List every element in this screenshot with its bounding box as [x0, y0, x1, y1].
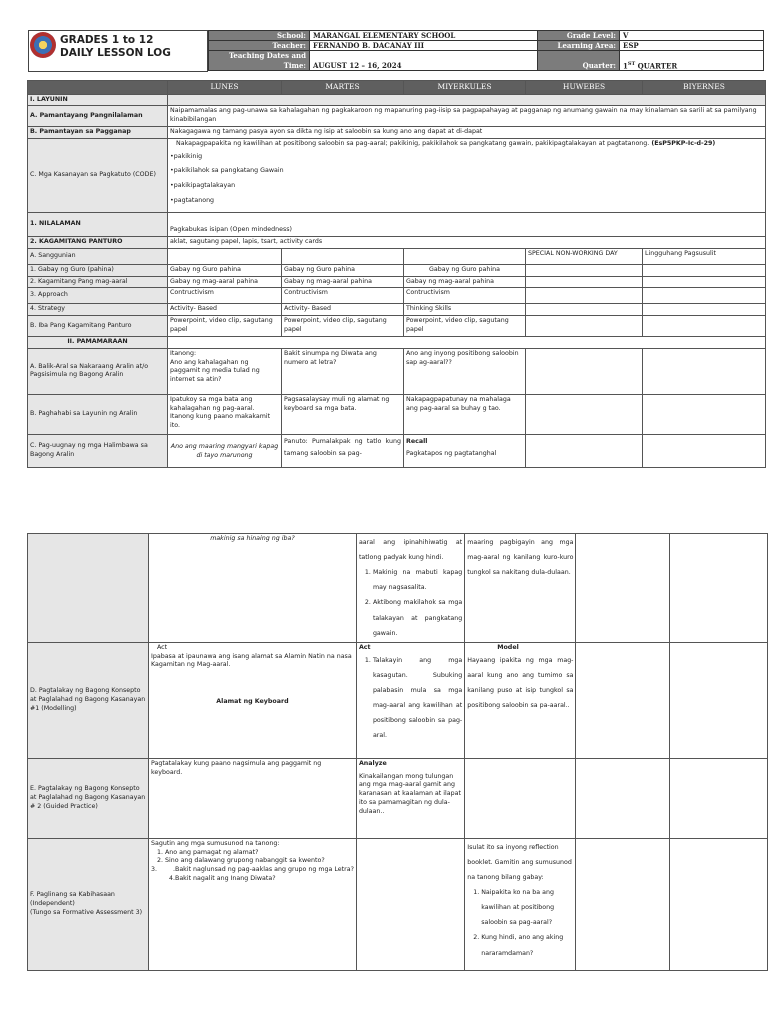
gabay-guro-mon: Gabay ng Guro pahina: [168, 264, 282, 276]
paglinang-thu: [576, 838, 669, 970]
gabay-guro-tue: Gabay ng Guro pahina: [282, 264, 404, 276]
grade-label: Grade Level:: [538, 31, 620, 41]
paghahabi-tue: Pagsasalaysay muli ng alamat ng keyboard sa mga bata.: [282, 394, 404, 434]
list-item: 2. Kung hindi, ano ang aking nararamdaman?: [481, 930, 573, 960]
kasanayan-item: •pakikinig: [170, 152, 203, 160]
gabay-guro-fri: [643, 264, 766, 276]
continued-label: [28, 534, 149, 643]
pagtalakay-1-wed-text: Hayaang ipakita ng mga mag-aaral kung ano ang tumimo sa kanilang puso at isip tungkol sa positibong saloobin sa pa-aaral..: [467, 656, 574, 709]
quarter-word: QUARTER: [635, 61, 678, 70]
weekly-test-note: Lingguhang Pagsusulit: [643, 248, 766, 264]
doc-title-line2: DAILY LESSON LOG: [60, 47, 171, 59]
paglinang-mon: [148, 838, 356, 970]
area-value: ESP: [620, 41, 764, 51]
pagtalakay-2-mon: Pagtatalakay kung paano nagsimula ang paggamit ng keyboard.: [148, 758, 356, 838]
lesson-table-page1: [27, 80, 766, 468]
recall-text: Pagkatapos ng pagtatanghal: [406, 450, 497, 458]
nilalaman-label: 1. NILALAMAN: [28, 212, 168, 236]
school-label: School:: [209, 31, 310, 41]
balik-aral-tue: Bakit sinumpa ng Diwata ang numero at letra?: [282, 348, 404, 394]
pag-uugnay-thu: [526, 434, 643, 467]
school-value: MARANGAL ELEMENTARY SCHOOL: [310, 31, 538, 41]
list-item: 2. Sino ang dalawang grupong nabanggit sa kwento?: [165, 857, 354, 866]
balik-aral-mon: Itanong: Ano ang kahalagahan ng paggamit ng media tulad ng internet sa atin?: [168, 348, 282, 394]
dates-label: [209, 51, 310, 71]
act-heading: Act: [358, 643, 371, 651]
pagtalakay-2-tue-text: Kinakailangan mong tulungan ang mga mag-aaral gamit ang karanasan at kaalaman at ilapat ito sa pamamagitan ng dula-dulaan..: [358, 772, 461, 815]
deped-seal-logo: [30, 32, 56, 58]
pagtalakay-1-label: D. Pagtalakay ng Bagong Konsepto at Paglalahad ng Bagong Kasanayan #1 (Modelling): [28, 642, 149, 758]
day-header-row: [28, 81, 766, 95]
list-item: 1. Ano ang pamagat ng alamat?: [165, 849, 354, 858]
pag-uugnay-fri: [643, 434, 766, 467]
pag-uugnay-tue: Panuto: Pumalakpak ng tatlo kung tamang saloobin sa pag-: [282, 434, 404, 467]
pamamaraan-heading: II. PAMAMARAAN: [28, 337, 168, 349]
list-item: 4.Bakit nagalit ang Inang Diwata?: [150, 875, 276, 883]
iba-pang-kagamitan-fri: [643, 316, 766, 337]
approach-mon: Contructivism: [168, 288, 282, 304]
layunin-fill: [168, 94, 766, 106]
continued-thu: [576, 534, 669, 643]
continued-fri: [669, 534, 767, 643]
pamantayan-pagganap-text: Nakagagawa ng tamang pasya ayon sa dikta ng isip at saloobin sa kung ano ang dapat at di-dapat: [168, 126, 766, 138]
paglinang-label: [28, 838, 149, 970]
strategy-thu: [526, 304, 643, 316]
quarter-sup: ST: [627, 60, 636, 67]
balik-aral-label: A. Balik-Aral sa Nakaraang Aralin at/o Pagsisimula ng Bagong Aralin: [28, 348, 168, 394]
pagtalakay-1-mon: [148, 642, 356, 758]
pagtalakay-2-wed: [465, 758, 576, 838]
sanggunian-wed: [404, 248, 526, 264]
gabay-guro-thu: [526, 264, 643, 276]
strategy-fri: [643, 304, 766, 316]
sanggunian-label: A. Sanggunian: [28, 248, 168, 264]
paglinang-label-line1: F. Paglinang sa Kabihasaan (Independent): [30, 891, 115, 907]
approach-thu: [526, 288, 643, 304]
kasanayan-code: (EsP5PKP-Ic-d-29): [651, 139, 716, 147]
recall-heading: Recall: [406, 437, 428, 445]
pamantayang-pangnilalaman-label: A. Pamantayang Pangnilalaman: [28, 106, 168, 127]
sanggunian-mon: [168, 248, 282, 264]
lesson-table-page2: [27, 533, 768, 971]
continued-wed: maaring pagbigayin ang mga mag-aaral ng kanilang kuro-kuro tungkol sa nakitang dula-dulaan.: [465, 534, 576, 643]
approach-fri: [643, 288, 766, 304]
dates-value: AUGUST 12 – 16, 2024: [310, 51, 538, 71]
dates-label-line2: Time:: [283, 60, 306, 70]
continued-tue: [356, 534, 464, 643]
pagtalakay-2-label: E. Pagtalakay ng Bagong Konsepto at Paglalahad ng Bagong Kasanayan # 2 (Guided Practice): [28, 758, 149, 838]
day-header-mon: LUNES: [168, 81, 282, 95]
iba-pang-kagamitan-thu: [526, 316, 643, 337]
paghahabi-wed: Nakapagpapatunay na mahalaga ang pag-aaral sa buhay g tao.: [404, 394, 526, 434]
iba-pang-kagamitan-tue: Powerpoint, video clip, sagutang papel: [282, 316, 404, 337]
quarter-value: [620, 51, 764, 71]
analyze-heading: Analyze: [358, 759, 387, 767]
pagtalakay-2-thu: [576, 758, 669, 838]
paglinang-fri: [669, 838, 767, 970]
gabay-guro-wed: Gabay ng Guro pahina: [404, 264, 526, 276]
dates-label-line1: Teaching Dates and: [228, 51, 306, 61]
kagamitang-mag-aaral-thu: [526, 276, 643, 288]
alamat-title: Alamat ng Keyboard: [216, 698, 289, 706]
day-header-fri: BIYERNES: [643, 81, 766, 95]
pagtalakay-1-wed: [465, 642, 576, 758]
day-header-wed: MIYERKULES: [404, 81, 526, 95]
paghahabi-label: B. Paghahabi sa Layunin ng Aralin: [28, 394, 168, 434]
kagamitang-mag-aaral-wed: Gabay ng mag-aaral pahina: [404, 276, 526, 288]
area-label: Learning Area:: [538, 41, 620, 51]
approach-label: 3. Approach: [28, 288, 168, 304]
teacher-label: Teacher:: [209, 41, 310, 51]
paghahabi-mon: Ipatukoy sa mga bata ang kahalagahan ng pag-aaral. Itanong kung paano makakamit ito.: [168, 394, 282, 434]
pag-uugnay-label: C. Pag-uugnay ng mga Halimbawa sa Bagong Aralin: [28, 434, 168, 467]
balik-aral-fri: [643, 348, 766, 394]
paghahabi-fri: [643, 394, 766, 434]
sanggunian-tue: [282, 248, 404, 264]
kasanayan-item: •pagtatanong: [170, 197, 215, 204]
strategy-label: 4. Strategy: [28, 304, 168, 316]
pagtalakay-1-tue: [356, 642, 464, 758]
list-item: 1. Makinig na mabuti kapag may nagsasalita.: [373, 565, 462, 595]
strategy-mon: Activity- Based: [168, 304, 282, 316]
doc-title-line1: GRADES 1 to 12: [60, 34, 154, 46]
pamantayan-pagganap-label: B. Pamantayan sa Pagganap: [28, 126, 168, 138]
strategy-tue: Activity- Based: [282, 304, 404, 316]
paghahabi-thu: [526, 394, 643, 434]
continued-tue-text: aaral ang ipinahihiwatig at tatlong padyak kung hindi.: [358, 539, 463, 562]
iba-pang-kagamitan-wed: Powerpoint, video clip, sagutang papel: [404, 316, 526, 337]
list-item: 3. .Bakit naglunsad ng pag-aaklas ang grupo ng mga Letra?: [150, 866, 354, 874]
pag-uugnay-mon: Ano ang maaring mangyari kapag di tayo marunong: [168, 434, 282, 467]
pagtalakay-2-fri: [669, 758, 767, 838]
paglinang-wed-text: Isulat ito sa inyong reflection booklet. Gamitin ang sumusunod na tanong bilang gabay:: [467, 843, 572, 881]
list-item: 1. Naipakita ko na ba ang kawilihan at positibong saloobin sa pag-aaral?: [481, 885, 573, 930]
day-header-thu: HUWEBES: [526, 81, 643, 95]
pag-uugnay-wed: [404, 434, 526, 467]
model-heading: Model: [497, 643, 519, 651]
strategy-wed: Thinking Skills: [404, 304, 526, 316]
quarter-label: Quarter:: [538, 51, 620, 71]
kagamitang-mag-aaral-mon: Gabay ng mag-aaral pahina: [168, 276, 282, 288]
kagamitang-mag-aaral-fri: [643, 276, 766, 288]
kagamitang-panturo-text: aklat, sagutang papel, lapis, tsart, activity cards: [168, 236, 766, 248]
kagamitang-mag-aaral-tue: Gabay ng mag-aaral pahina: [282, 276, 404, 288]
pagtalakay-1-thu: [576, 642, 669, 758]
layunin-heading: I. LAYUNIN: [28, 94, 168, 106]
iba-pang-kagamitan-mon: Powerpoint, video clip, sagutang papel: [168, 316, 282, 337]
kasanayan-cell: [168, 138, 766, 212]
nilalaman-text: Pagkabukas isipan (Open mindedness): [168, 212, 766, 236]
act-heading: Act: [156, 643, 168, 651]
pagtalakay-1-fri: [669, 642, 767, 758]
header-info-table: [208, 30, 764, 71]
balik-aral-wed: Ano ang inyong positibong saloobin sap ag-aaral??: [404, 348, 526, 394]
pamantayang-pangnilalaman-text: Naipamamalas ang pag-unawa sa kahalagahan ng pagkakaroon ng mapanuring pag-iisip sa pagpapahayag at pagganap ng anumang gawain na may kinalaman sa sarili at sa pamilyang kinabibilangan: [168, 106, 766, 127]
list-item: 2. Aktibong makilahok sa mga talakayan at pangkatang gawain.: [373, 595, 462, 640]
pagtalakay-1-mon-text: Ipabasa at ipaunawa ang isang alamat sa Alamin Natin na nasa Kagamitan ng Mag-aaral.: [150, 652, 352, 669]
paglinang-tue: [356, 838, 464, 970]
teacher-value: FERNANDO B. DACANAY III: [310, 41, 538, 51]
grade-value: V: [620, 31, 764, 41]
kagamitang-mag-aaral-label: 2. Kagamitang Pang mag-aaral: [28, 276, 168, 288]
kasanayan-label: C. Mga Kasanayan sa Pagkatuto (CODE): [28, 138, 168, 212]
kasanayan-text: Nakapagpapakita ng kawilihan at positibong saloobin sa pag-aaral; pakikinig, pakikilahok sa pangkatang gawain, pakikipagtalakayan at pagtatanong.: [176, 139, 650, 147]
quarter-number: 1: [623, 61, 628, 70]
list-item: 1. Talakayin ang mga kasagutan. Subuking palabasin mula sa mga mag-aaral ang kawilihan at positibong saloobin sa pag-aral.: [373, 653, 462, 744]
paglinang-wed: [465, 838, 576, 970]
paglinang-label-line2: (Tungo sa Formative Assessment 3): [30, 908, 143, 916]
gabay-guro-label: 1. Gabay ng Guro (pahina): [28, 264, 168, 276]
day-header-tue: MARTES: [282, 81, 404, 95]
paglinang-mon-intro: Sagutin ang mga sumusunod na tanong:: [150, 839, 280, 847]
pagtalakay-2-tue: [356, 758, 464, 838]
day-header-empty: [28, 81, 168, 95]
pamamaraan-fill: [168, 337, 766, 349]
iba-pang-kagamitan-label: B. Iba Pang Kagamitang Panturo: [28, 316, 168, 337]
approach-tue: Contructivism: [282, 288, 404, 304]
balik-aral-thu: [526, 348, 643, 394]
kasanayan-item: •pakikilahok sa pangkatang Gawain: [170, 167, 284, 175]
special-day-note: SPECIAL NON-WORKING DAY: [526, 248, 643, 264]
continued-mon: makinig sa hinaing ng iba?: [148, 534, 356, 643]
kagamitang-panturo-label: 2. KAGAMITANG PANTURO: [28, 236, 168, 248]
kasanayan-item: •pakikipagtalakayan: [170, 182, 236, 190]
approach-wed: Contructivism: [404, 288, 526, 304]
